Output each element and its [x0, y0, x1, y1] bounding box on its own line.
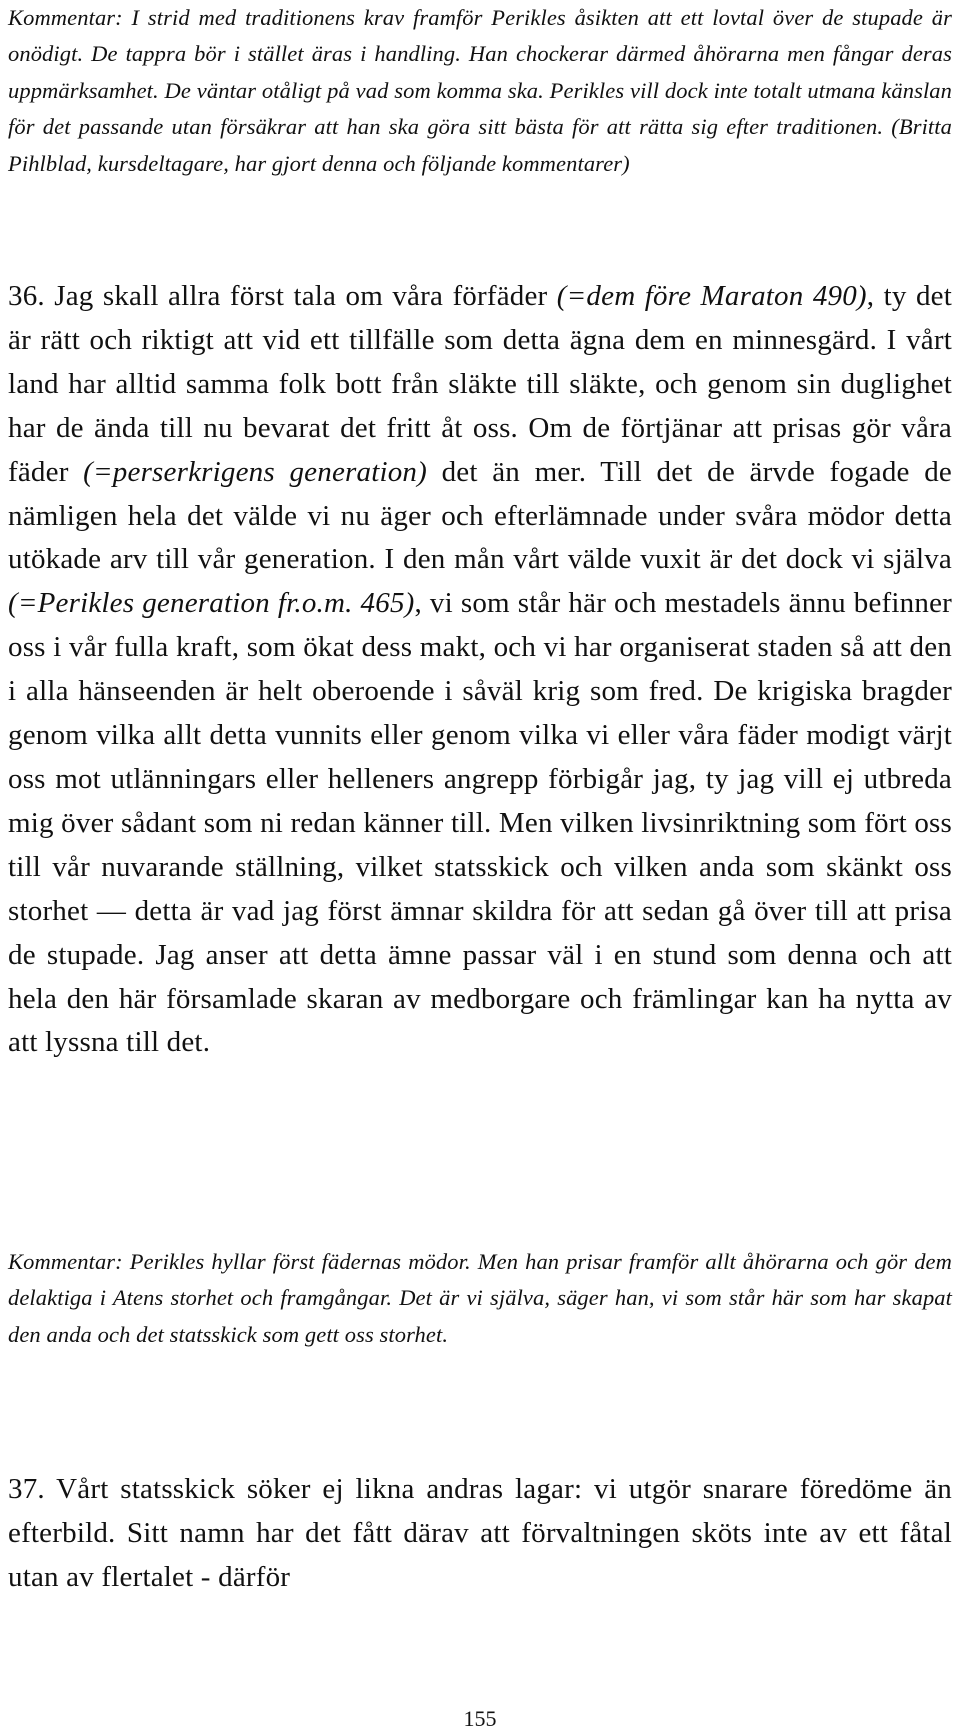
commentary-block: [8, 0, 952, 182]
commentary-block-2: [8, 1244, 952, 1353]
section-37-text: 37. Vårt statsskick söker ej likna andras lagar: vi utgör snarare föredöme än efterbild. Sitt namn har det fått därav att förvaltningen sköts inte av ett fåtal utan av flertalet - därför: [8, 1473, 952, 1593]
section-37-paragraph: [8, 1468, 952, 1600]
section-36-note-perserkrigen: (=perserkrigens generation): [83, 455, 427, 488]
commentary-text: I strid med traditionens krav framför Perikles åsikten att ett lovtal över de stupade är onödigt. De tappra bör i stället äras i handling. Han chockerar därmed åhörarna men fångar deras uppmärksamhet. De väntar otåligt på vad som komma ska. Perikles vill dock inte totalt utmana känslan för det passande utan försäkrar att han ska göra sitt bästa för att rätta sig efter traditionen. (Britta Pihlblad, kursdeltagare, har gjort denna och följande kommentarer): [8, 5, 952, 176]
section-36-note-maraton: (=dem före Maraton 490): [556, 280, 867, 312]
commentary-label: Kommentar:: [8, 5, 123, 30]
section-36-text-part-4: , vi som står här och mestadels ännu befinner oss i vår fulla kraft, som ökat dess makt, och vi har organiserat staden så att den i alla hänseenden är helt oberoende i såväl krig som fred. De krigiska bragder genom vilka allt detta vunnits eller genom vilka vi eller våra fäder modigt värjt oss mot utlänningars eller helleners angrepp förbigår jag, ty jag vill ej utbreda mig över sådant som ni redan känner till. Men vilken livsinriktning som fört oss till vår nuvarande ställning, vilket statsskick och vilken anda som skänkt oss storhet — detta är vad jag först ämnar skildra för att sedan gå över till att prisa de stupade. Jag anser att detta ämne passar väl i en stund som denna och att hela den här församlade skaran av medborgare och främlingar kan ha nytta av att lyssna till det.: [8, 587, 952, 1059]
page-number: 155: [463, 1706, 497, 1731]
section-36-paragraph: [8, 275, 952, 1065]
commentary-label-2: Kommentar:: [8, 1249, 123, 1274]
section-36-note-perikles-generation: (=Perikles generation fr.o.m. 465): [8, 587, 415, 620]
section-36-text-part-3: det än mer. Till det de ärvde fogade de nämligen hela det välde vi nu äger och efterlämnade under svåra mödor detta utökade arv till vår generation. I den mån vårt välde vuxit är det dock vi själva: [8, 455, 952, 576]
document-page: [8, 0, 952, 1736]
commentary-text-2: Perikles hyllar först fädernas mödor. Men han prisar framför allt åhörarna och gör dem delaktiga i Atens storhet och framgångar. Det är vi själva, säger han, vi som står här som har skapat den anda och det statsskick som gett oss storhet.: [8, 1249, 952, 1347]
section-36-text-part-2: , ty det är rätt och riktigt att vid ett tillfälle som detta ägna dem en minnesgärd. I vårt land har alltid samma folk bott från släkte till släkte, och genom sin duglighet har de ända till nu bevarat det fritt åt oss. Om de förtjänar att prisas gör våra fäder: [8, 280, 953, 488]
section-36-text-part-1: 36. Jag skall allra först tala om våra förfäder: [8, 280, 557, 312]
